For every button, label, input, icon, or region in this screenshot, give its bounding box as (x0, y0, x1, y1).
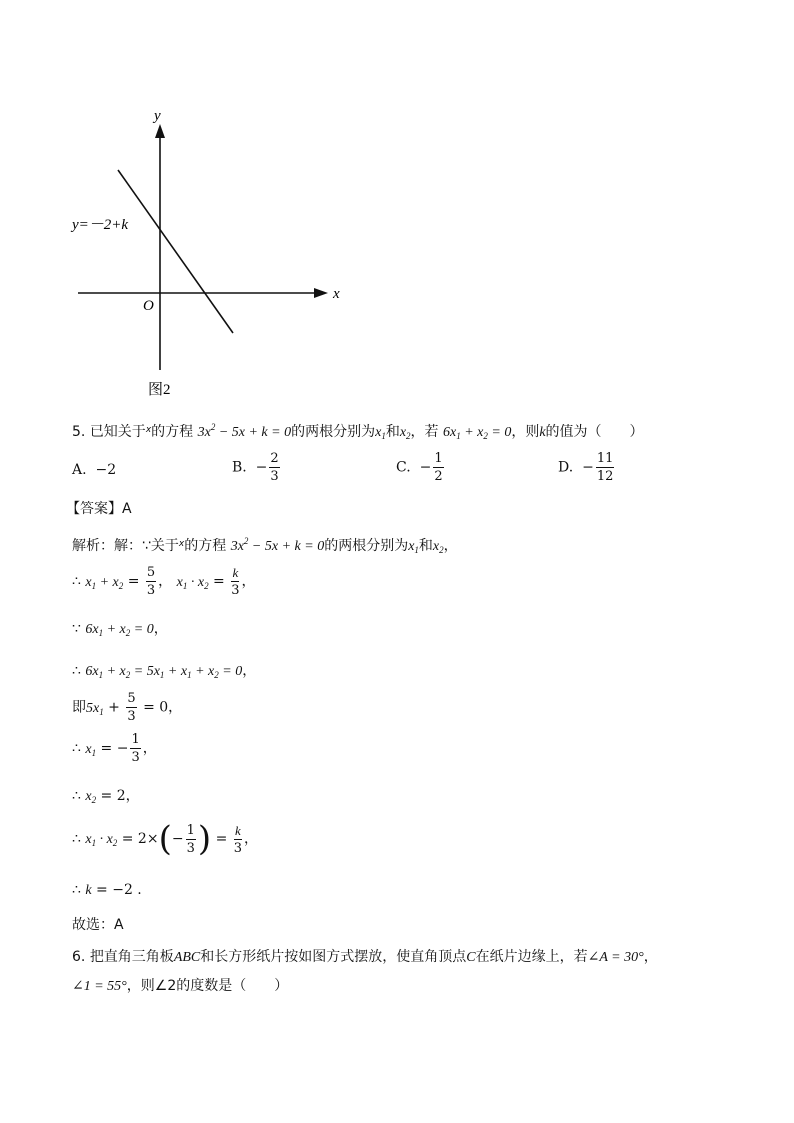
analysis-line-8: ∴ $x_1 \cdot x_2 = 2\times(-$ $\frac{1}{3}$ ) = $\frac{k}{3}$ ， (72, 819, 259, 859)
x-axis-arrow (314, 288, 328, 298)
q5-number: 5. (72, 424, 86, 440)
option-fraction: $\frac{2}{3}$ (270, 451, 279, 484)
q6-angle-a: ∠A = 30° (587, 950, 644, 965)
origin-label: O (143, 298, 154, 314)
x-axis-label: x (333, 286, 340, 302)
option-sign: − (419, 459, 432, 476)
graph-line (118, 170, 233, 333)
option-fraction: $\frac{11}{12}$ (596, 451, 614, 484)
q5-eq-label: 的方程 (151, 424, 194, 440)
q5-option-c (396, 452, 446, 483)
q6-triangle: ABC (173, 950, 201, 965)
figure-2 (60, 100, 360, 400)
analysis-line-1: 解析：解：∵关于$^x$的方程 $3x^2 - 5x + k = 0$的两根分别为$x_1$和$x_2$， (72, 536, 458, 555)
analysis-line-7: ∴ $x_2 = 2$， (72, 788, 140, 805)
q5-and: 和 (385, 424, 400, 440)
q6-vertex-c: C (466, 950, 476, 965)
line-label: y=－2+k (72, 217, 129, 233)
option-letter: B. (232, 459, 247, 476)
q5-x2: $x_2$ (399, 425, 411, 441)
q5-k: k (539, 425, 546, 440)
analysis-line-5: 即$5x_1$ + $\frac{5}{3}$ = 0， (72, 691, 183, 724)
q6-number: 6. (72, 949, 86, 965)
option-letter: A. (72, 462, 87, 478)
q5-if: ，若 (410, 424, 439, 440)
q6-line-2: ∠1 = 55°，则∠2的度数是（ ） (72, 978, 289, 994)
q5-stem (72, 421, 644, 441)
answer-choice: 故选：A (72, 917, 124, 933)
option-sign: − (255, 459, 268, 476)
analysis-line-6: ∴ $x_1$ = − $\frac{1}{3}$ ， (72, 732, 157, 765)
y-axis-label: y (154, 108, 161, 124)
option-letter: C. (396, 459, 411, 476)
option-value: −2 (95, 462, 117, 478)
q5-tail: 的值为（ ） (545, 424, 644, 440)
q5-x1: $x_1$ (375, 425, 386, 441)
q5-roots-text: 的两根分别为 (291, 424, 376, 440)
q5-option-d (558, 452, 616, 483)
figure-caption: 图2 (148, 382, 171, 398)
q5-equation: $3x^2 - 5x + k = 0$ (197, 422, 292, 440)
q5-option-a (72, 462, 116, 478)
q6-angle-1: ∠1 = 55° (72, 979, 127, 994)
option-fraction: $\frac{1}{2}$ (434, 451, 443, 484)
q5-intro: 已知关于 (89, 424, 146, 440)
analysis-line-4: ∴ $6x_1 + x_2 = 5x_1 + x_1 + x_2 = 0$， (72, 663, 257, 680)
q5-var-x: x (145, 425, 152, 435)
option-letter: D. (558, 459, 574, 476)
analysis-line-2: ∴ $x_1 + x_2$ = $\frac{5}{3}$ ， $x_1 \cdot x_2$ = $\frac{k}{3}$ ， (72, 565, 256, 598)
q5-option-b (232, 452, 282, 483)
q6-line-1: 6. 把直角三角板ABC和长方形纸片按如图方式摆放，使直角顶点C在纸片边缘上，若∠A = 30°， (72, 949, 658, 965)
option-sign: − (582, 459, 594, 476)
analysis-line-3: ∵ $6x_1 + x_2 = 0$， (72, 621, 168, 638)
y-axis-arrow (155, 124, 165, 138)
q5-condition: $6x_1 + x_2 = 0$ (442, 425, 512, 441)
answer-label: 【答案】A (66, 501, 132, 517)
q5-then: ，则 (511, 424, 540, 440)
analysis-line-9: ∴ k = −2 . (72, 882, 142, 898)
